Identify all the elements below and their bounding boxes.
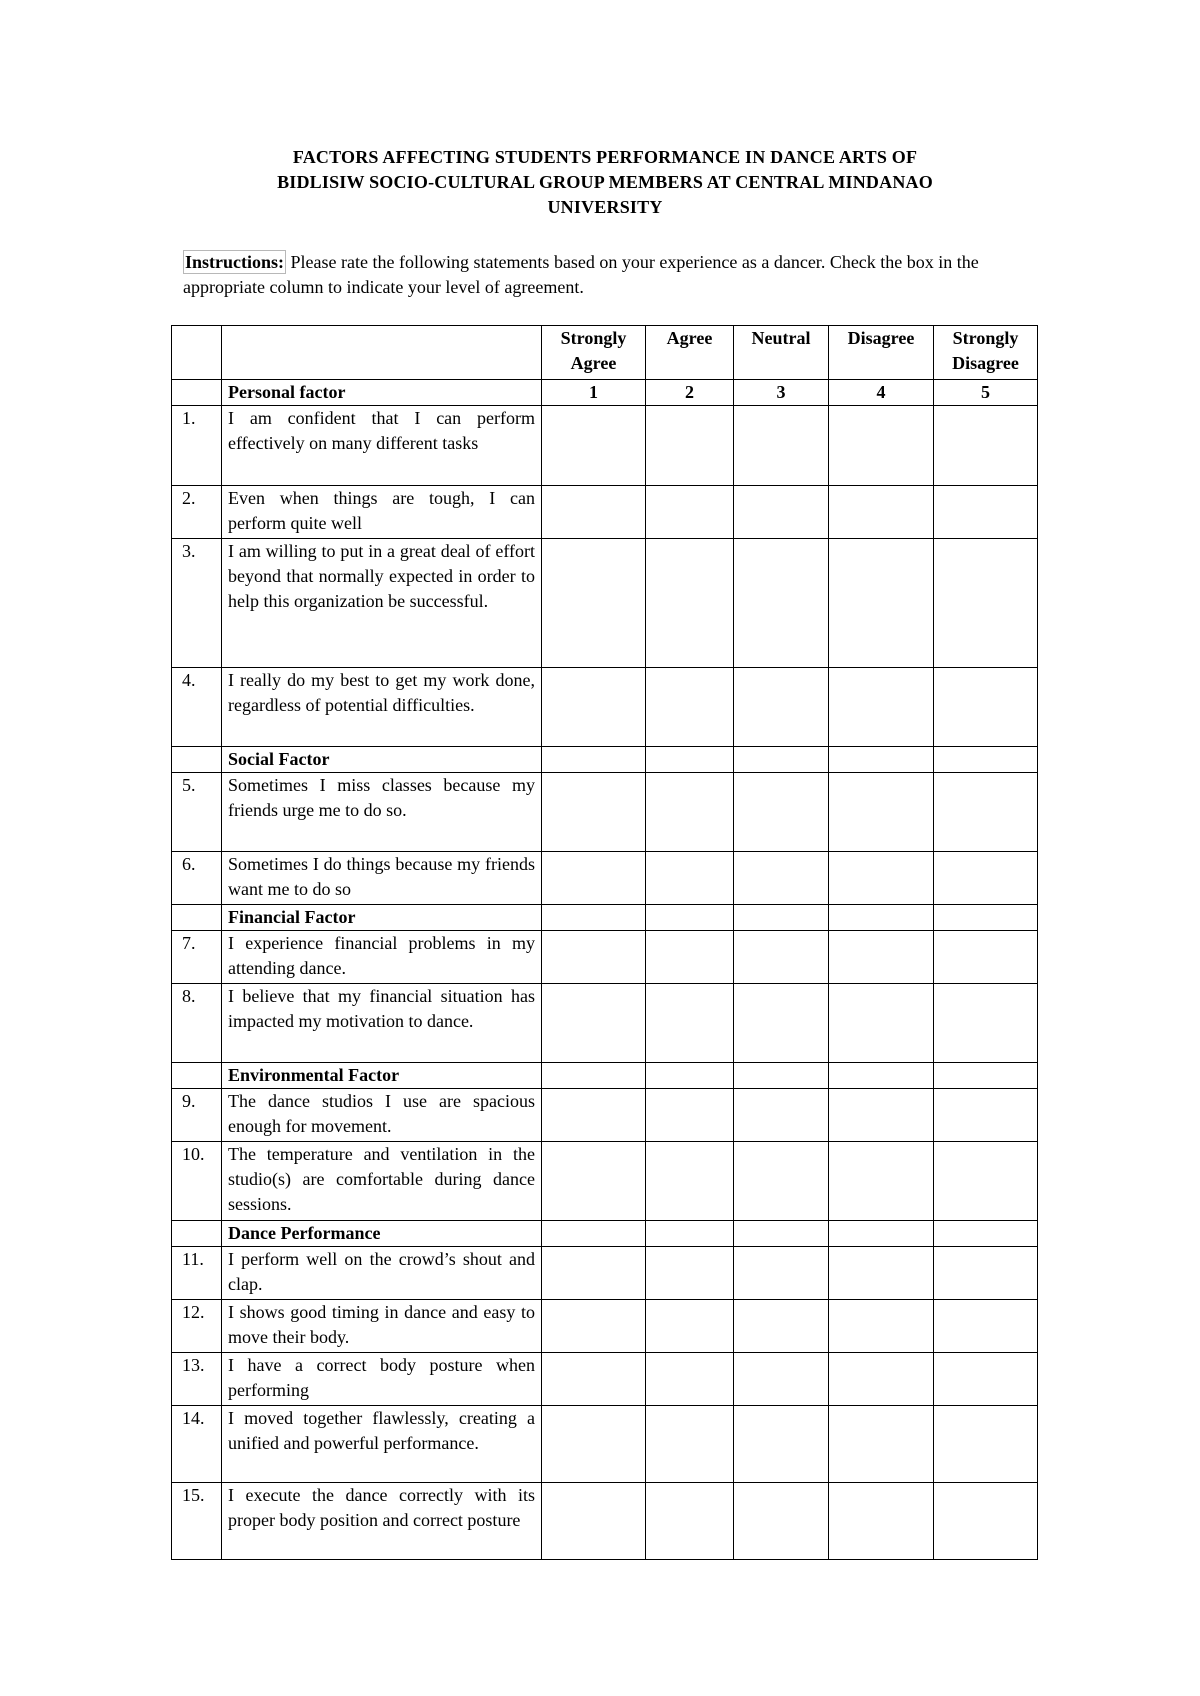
statement-row [172, 539, 1038, 668]
rating-checkbox-1[interactable] [542, 1406, 646, 1483]
title-line-1: FACTORS AFFECTING STUDENTS PERFORMANCE IN DANCE ARTS OF [292, 147, 918, 167]
scale-value-5: 5 [934, 380, 1038, 406]
statement-row [172, 406, 1038, 486]
rating-checkbox-3[interactable] [734, 486, 829, 539]
statement-text: The dance studios I use are spacious enough for movement. [222, 1089, 542, 1142]
statement-number: 10. [172, 1142, 222, 1221]
section-blank-cell [734, 747, 829, 773]
rating-checkbox-2[interactable] [646, 773, 734, 852]
rating-checkbox-4[interactable] [829, 1406, 934, 1483]
instructions-label: Instructions: [185, 252, 285, 272]
section-blank-cell [734, 905, 829, 931]
rating-checkbox-5[interactable] [934, 1142, 1038, 1221]
survey-table [171, 325, 1038, 1560]
section-row [172, 380, 1038, 406]
document-title [170, 145, 1040, 220]
statement-text: I really do my best to get my work done, regardless of potential difficulties. [222, 668, 542, 747]
section-blank-cell [646, 1063, 734, 1089]
rating-checkbox-4[interactable] [829, 1483, 934, 1560]
rating-checkbox-3[interactable] [734, 852, 829, 905]
header-blank-num [172, 326, 222, 380]
rating-checkbox-1[interactable] [542, 668, 646, 747]
statement-row [172, 1483, 1038, 1560]
rating-checkbox-4[interactable] [829, 668, 934, 747]
section-blank-num [172, 1063, 222, 1089]
rating-checkbox-3[interactable] [734, 1142, 829, 1221]
section-blank-cell [934, 905, 1038, 931]
rating-checkbox-5[interactable] [934, 852, 1038, 905]
rating-checkbox-3[interactable] [734, 1406, 829, 1483]
statement-text: Sometimes I do things because my friends want me to do so [222, 852, 542, 905]
section-title: Financial Factor [222, 905, 542, 931]
rating-checkbox-2[interactable] [646, 1483, 734, 1560]
statement-number: 12. [172, 1300, 222, 1353]
header-blank-statement [222, 326, 542, 380]
statement-text: Even when things are tough, I can perform quite well [222, 486, 542, 539]
rating-checkbox-5[interactable] [934, 539, 1038, 668]
statement-row [172, 1353, 1038, 1406]
statement-row [172, 486, 1038, 539]
statement-row [172, 852, 1038, 905]
rating-checkbox-5[interactable] [934, 1353, 1038, 1406]
column-header-strongly-disagree: Strongly Disagree [934, 326, 1038, 380]
rating-checkbox-4[interactable] [829, 1089, 934, 1142]
column-header-agree: Agree [646, 326, 734, 380]
section-blank-cell [829, 905, 934, 931]
statement-row [172, 1406, 1038, 1483]
section-blank-cell [646, 1221, 734, 1247]
section-blank-cell [934, 747, 1038, 773]
title-line-3: UNIVERSITY [547, 197, 663, 217]
rating-checkbox-2[interactable] [646, 1089, 734, 1142]
rating-checkbox-2[interactable] [646, 486, 734, 539]
rating-checkbox-1[interactable] [542, 539, 646, 668]
rating-checkbox-3[interactable] [734, 773, 829, 852]
statement-row [172, 668, 1038, 747]
statement-number: 15. [172, 1483, 222, 1560]
rating-checkbox-3[interactable] [734, 1483, 829, 1560]
section-row [172, 1221, 1038, 1247]
scale-value-4: 4 [829, 380, 934, 406]
rating-checkbox-2[interactable] [646, 1406, 734, 1483]
statement-row [172, 1247, 1038, 1300]
statement-row [172, 1300, 1038, 1353]
section-row [172, 1063, 1038, 1089]
statement-number: 3. [172, 539, 222, 668]
statement-text: I experience financial problems in my attending dance. [222, 931, 542, 984]
statement-number: 4. [172, 668, 222, 747]
statement-number: 5. [172, 773, 222, 852]
section-title: Dance Performance [222, 1221, 542, 1247]
rating-checkbox-4[interactable] [829, 539, 934, 668]
statement-number: 13. [172, 1353, 222, 1406]
rating-checkbox-1[interactable] [542, 1089, 646, 1142]
rating-checkbox-2[interactable] [646, 668, 734, 747]
statement-number: 14. [172, 1406, 222, 1483]
rating-checkbox-1[interactable] [542, 1353, 646, 1406]
rating-checkbox-5[interactable] [934, 984, 1038, 1063]
rating-checkbox-3[interactable] [734, 539, 829, 668]
rating-checkbox-3[interactable] [734, 984, 829, 1063]
instructions [183, 250, 1053, 300]
rating-checkbox-4[interactable] [829, 1353, 934, 1406]
rating-checkbox-1[interactable] [542, 406, 646, 486]
statement-number: 2. [172, 486, 222, 539]
column-header-disagree: Disagree [829, 326, 934, 380]
rating-checkbox-5[interactable] [934, 1247, 1038, 1300]
rating-checkbox-4[interactable] [829, 1142, 934, 1221]
column-header-strongly-agree: Strongly Agree [542, 326, 646, 380]
rating-checkbox-4[interactable] [829, 1300, 934, 1353]
rating-checkbox-5[interactable] [934, 1300, 1038, 1353]
statement-number: 7. [172, 931, 222, 984]
rating-checkbox-3[interactable] [734, 406, 829, 486]
rating-checkbox-2[interactable] [646, 1142, 734, 1221]
rating-checkbox-5[interactable] [934, 406, 1038, 486]
rating-checkbox-1[interactable] [542, 1483, 646, 1560]
statement-text: I perform well on the crowd’s shout and clap. [222, 1247, 542, 1300]
statement-number: 1. [172, 406, 222, 486]
rating-checkbox-3[interactable] [734, 1247, 829, 1300]
section-blank-num [172, 747, 222, 773]
section-title: Social Factor [222, 747, 542, 773]
rating-checkbox-4[interactable] [829, 406, 934, 486]
section-row [172, 747, 1038, 773]
statement-text: I am confident that I can perform effectively on many different tasks [222, 406, 542, 486]
statement-text: I am willing to put in a great deal of effort beyond that normally expected in order to help this organization be successful. [222, 539, 542, 668]
section-blank-cell [829, 1063, 934, 1089]
rating-checkbox-1[interactable] [542, 931, 646, 984]
statement-text: I shows good timing in dance and easy to move their body. [222, 1300, 542, 1353]
statement-text: The temperature and ventilation in the studio(s) are comfortable during dance sessions. [222, 1142, 542, 1221]
column-header-neutral: Neutral [734, 326, 829, 380]
section-blank-cell [646, 747, 734, 773]
statement-number: 9. [172, 1089, 222, 1142]
rating-checkbox-3[interactable] [734, 1353, 829, 1406]
statement-row [172, 773, 1038, 852]
rating-checkbox-2[interactable] [646, 1353, 734, 1406]
section-blank-cell [934, 1063, 1038, 1089]
statement-number: 11. [172, 1247, 222, 1300]
rating-checkbox-5[interactable] [934, 931, 1038, 984]
section-blank-cell [829, 1221, 934, 1247]
rating-checkbox-3[interactable] [734, 1089, 829, 1142]
section-blank-num [172, 380, 222, 406]
instructions-text: Please rate the following statements based on your experience as a dancer. Check the box in the appropriate column to indicate your level of agreement. [183, 252, 979, 297]
section-blank-num [172, 1221, 222, 1247]
section-title: Personal factor [222, 380, 542, 406]
rating-checkbox-1[interactable] [542, 852, 646, 905]
rating-checkbox-2[interactable] [646, 984, 734, 1063]
statement-text: I execute the dance correctly with its proper body position and correct posture [222, 1483, 542, 1560]
rating-checkbox-2[interactable] [646, 852, 734, 905]
statement-text: I moved together flawlessly, creating a unified and powerful performance. [222, 1406, 542, 1483]
rating-checkbox-2[interactable] [646, 1300, 734, 1353]
statement-number: 6. [172, 852, 222, 905]
rating-checkbox-2[interactable] [646, 1247, 734, 1300]
rating-checkbox-1[interactable] [542, 1300, 646, 1353]
statement-number: 8. [172, 984, 222, 1063]
section-blank-cell [542, 905, 646, 931]
rating-checkbox-4[interactable] [829, 931, 934, 984]
scale-value-1: 1 [542, 380, 646, 406]
section-blank-cell [646, 905, 734, 931]
rating-checkbox-1[interactable] [542, 486, 646, 539]
rating-checkbox-5[interactable] [934, 1406, 1038, 1483]
section-blank-cell [734, 1221, 829, 1247]
statement-text: I have a correct body posture when performing [222, 1353, 542, 1406]
section-blank-cell [542, 747, 646, 773]
rating-checkbox-2[interactable] [646, 931, 734, 984]
rating-checkbox-2[interactable] [646, 406, 734, 486]
statement-row [172, 1089, 1038, 1142]
rating-checkbox-3[interactable] [734, 1300, 829, 1353]
rating-checkbox-3[interactable] [734, 668, 829, 747]
section-blank-cell [542, 1063, 646, 1089]
section-blank-cell [542, 1221, 646, 1247]
statement-text: I believe that my financial situation has impacted my motivation to dance. [222, 984, 542, 1063]
statement-text: Sometimes I miss classes because my friends urge me to do so. [222, 773, 542, 852]
statement-row [172, 984, 1038, 1063]
header-row [172, 326, 1038, 380]
rating-checkbox-5[interactable] [934, 1483, 1038, 1560]
rating-checkbox-5[interactable] [934, 486, 1038, 539]
rating-checkbox-4[interactable] [829, 486, 934, 539]
rating-checkbox-5[interactable] [934, 773, 1038, 852]
scale-value-2: 2 [646, 380, 734, 406]
section-row [172, 905, 1038, 931]
rating-checkbox-1[interactable] [542, 984, 646, 1063]
section-title: Environmental Factor [222, 1063, 542, 1089]
rating-checkbox-3[interactable] [734, 931, 829, 984]
section-blank-cell [934, 1221, 1038, 1247]
rating-checkbox-2[interactable] [646, 539, 734, 668]
title-line-2: BIDLISIW SOCIO-CULTURAL GROUP MEMBERS AT CENTRAL MINDANAO [277, 172, 933, 192]
section-blank-cell [829, 747, 934, 773]
rating-checkbox-1[interactable] [542, 773, 646, 852]
rating-checkbox-5[interactable] [934, 1089, 1038, 1142]
statement-row [172, 931, 1038, 984]
rating-checkbox-4[interactable] [829, 773, 934, 852]
rating-checkbox-1[interactable] [542, 1142, 646, 1221]
statement-row [172, 1142, 1038, 1221]
section-blank-cell [734, 1063, 829, 1089]
rating-checkbox-4[interactable] [829, 852, 934, 905]
scale-value-3: 3 [734, 380, 829, 406]
rating-checkbox-1[interactable] [542, 1247, 646, 1300]
rating-checkbox-5[interactable] [934, 668, 1038, 747]
rating-checkbox-4[interactable] [829, 984, 934, 1063]
section-blank-num [172, 905, 222, 931]
rating-checkbox-4[interactable] [829, 1247, 934, 1300]
